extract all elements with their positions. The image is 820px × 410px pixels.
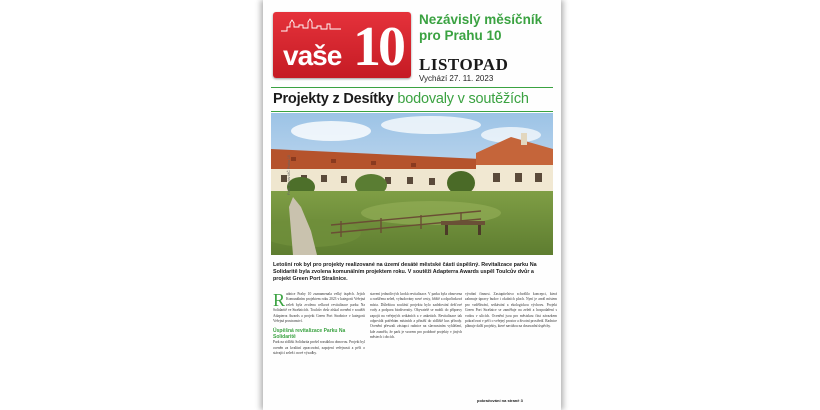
column-1-text: adnice Prahy 10 zaznamenala velký úspěch. Jejich Komunálním projektem roku 2023 v kategorii Veřejná zeleň byla zvolena celková revitalizace parku Na Solidaritě ve Strašnicích. Toulcův dvůr získal ocenění v soutěži Adapterra Awards a projekt Green Port Strašnice v kategorii Veřejná prostranství. (273, 292, 365, 324)
newspaper-page (263, 0, 561, 410)
farmyard-photo-illustration (271, 113, 553, 255)
continued-link[interactable]: pokračování na straně 3 (477, 398, 523, 403)
column-3-text: výrobní činnost. Zastupitelstvo schválilo koncepci, která zahrnuje úpravy budov i okolních ploch. Nyní je areál místem pro vzdělávání, setkávání a ekologickou výchovu. Projekt Green Port Strašnice se zaměřuje na zeleň a hospodaření s vodou v ulicích. Ocenění jsou pro městskou část závazkem pokračovat v péči o veřejný prostor a životní prostředí. Radnice plánuje další projekty, které navážou na dosavadní úspěchy. (465, 292, 557, 329)
headline-rule-top (271, 87, 553, 88)
headline-accent: bodovaly v soutěžích (397, 91, 529, 107)
skyline-icon (281, 18, 341, 32)
text-column-2 (370, 292, 462, 402)
logo-word: vaše (283, 40, 342, 71)
article-subhead: Úspěšná revitalizace Parku Na Solidaritě (273, 328, 346, 341)
photo-credit: Foto: archiv MČ Praha 10 (286, 155, 291, 195)
masthead-tagline: Nezávislý měsíčník pro Prahu 10 (419, 12, 543, 43)
column-1-text-2: Park na sídlišti Solidarita prošel rozsáhlou obnovou. Projekt byl oceněn za kvalitní zpracování, zapojení veřejnosti a péči o stávající zeleň i nové výsadby. (273, 340, 365, 356)
text-column-3 (465, 292, 557, 402)
column-2-text: stavení jednotlivých kroků revitalizace. V parku byla obnovena a rozšířena zeleň, vybudovány nové cesty, hřiště a odpočinková místa. Důležitou součástí projektu bylo zadržování dešťové vody a podpora biodiverzity. Obyvatelé se mohli do přípravy zapojit na veřejných setkáních a v anketách. Revitalizace tak odpovídá potřebám místních a přináší do sídliště kus přírody. Ocenění převzali zástupci radnice na slavnostním vyhlášení, kde zaznělo, že park je vzorem pro podobné projekty v jiných městech i obcích. (370, 292, 462, 340)
masthead-logo (273, 12, 411, 78)
headline-main: Projekty z Desítky (273, 91, 394, 107)
drop-cap: R (273, 292, 286, 310)
article-lead: Letošní rok byl pro projekty realizované na území desáté městské části úspěšný. Revitalizace parku Na Solidaritě byla zvolena komunálním projektem roku. V soutěži Adapterra Awards uspěl Toulcův dvůr a projekt Green Port Strašnice. (273, 262, 537, 283)
text-column-1 (273, 292, 365, 402)
issue-month: LISTOPAD (419, 55, 509, 74)
article-photo (271, 113, 553, 255)
logo-number: 10 (353, 16, 403, 78)
issue-date: Vychází 27. 11. 2023 (419, 74, 494, 83)
article-headline (273, 91, 559, 107)
headline-rule-bottom (271, 111, 553, 112)
